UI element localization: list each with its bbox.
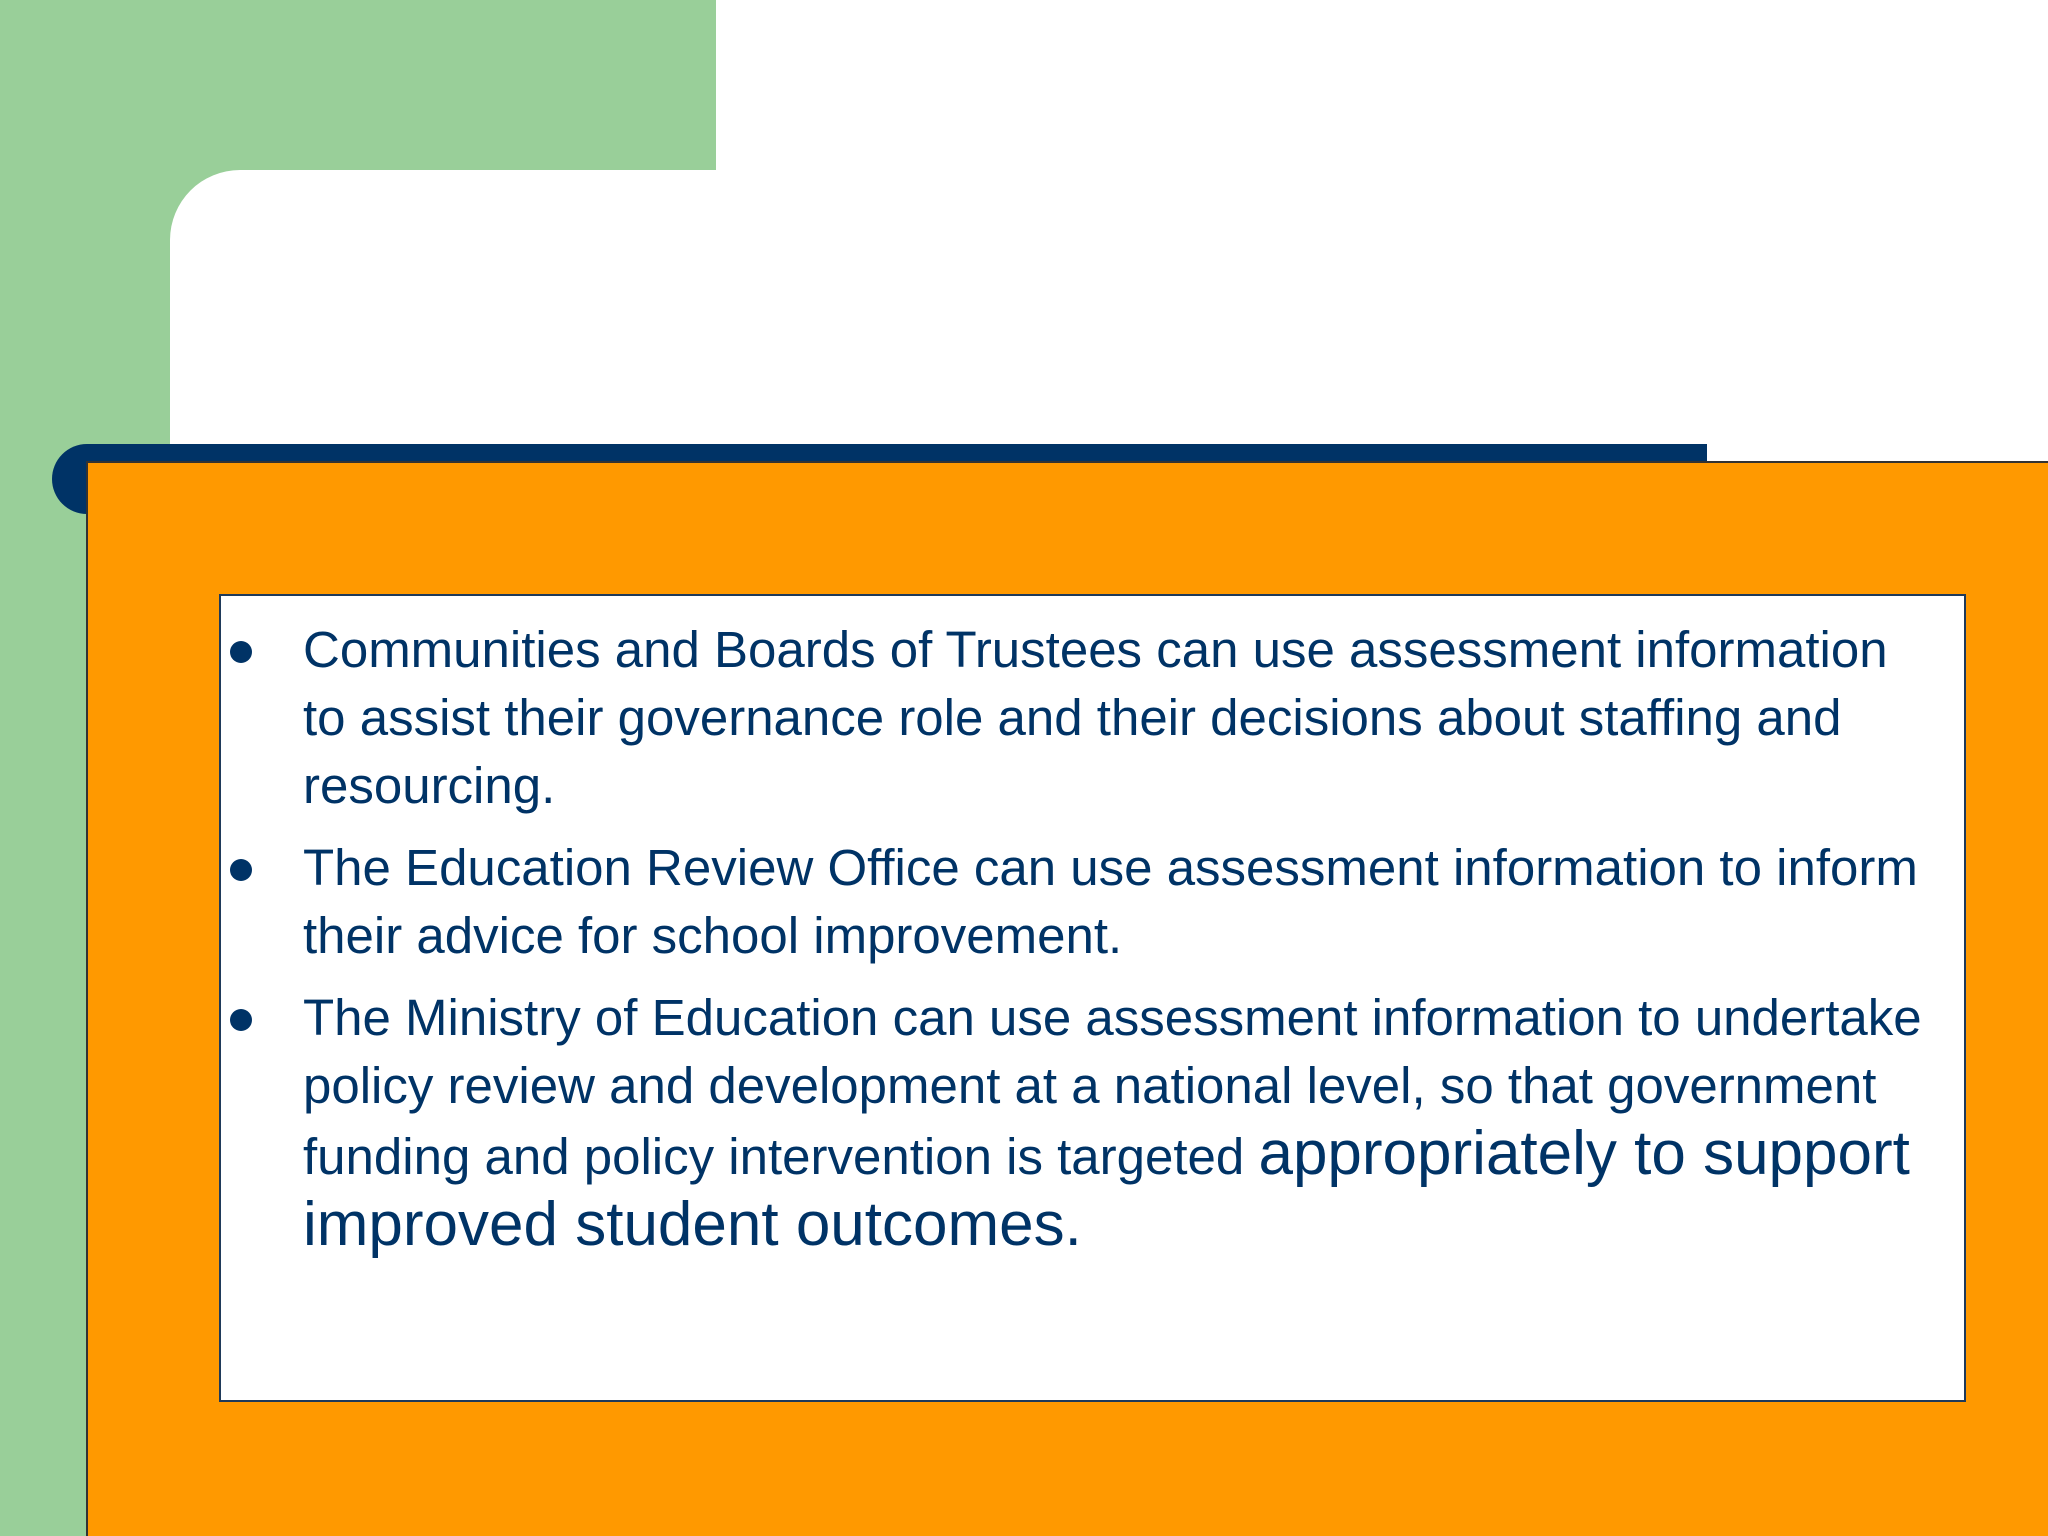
bullet-text-emphasis: appropriately to support improved student outcomes. (303, 1119, 1910, 1259)
bullet-text: The Ministry of Education can use assessment information to undertake policy review and development at a national level, so that government funding and policy intervention is targeted (303, 989, 1922, 1185)
bullet-list (221, 596, 1964, 1262)
bullet-item (221, 616, 1944, 820)
bullet-item (221, 834, 1944, 970)
bullet-text: Communities and Boards of Trustees can use assessment information to assist their governance role and their decisions about staffing and resourcing. (303, 621, 1888, 814)
bullet-dot-icon (230, 641, 252, 663)
bullet-text-box (219, 594, 1966, 1402)
bullet-text: The Education Review Office can use assessment information to inform their advice for school improvement. (303, 839, 1918, 964)
bullet-item (221, 984, 1944, 1262)
bullet-dot-icon (230, 1009, 252, 1031)
bullet-dot-icon (230, 859, 252, 881)
